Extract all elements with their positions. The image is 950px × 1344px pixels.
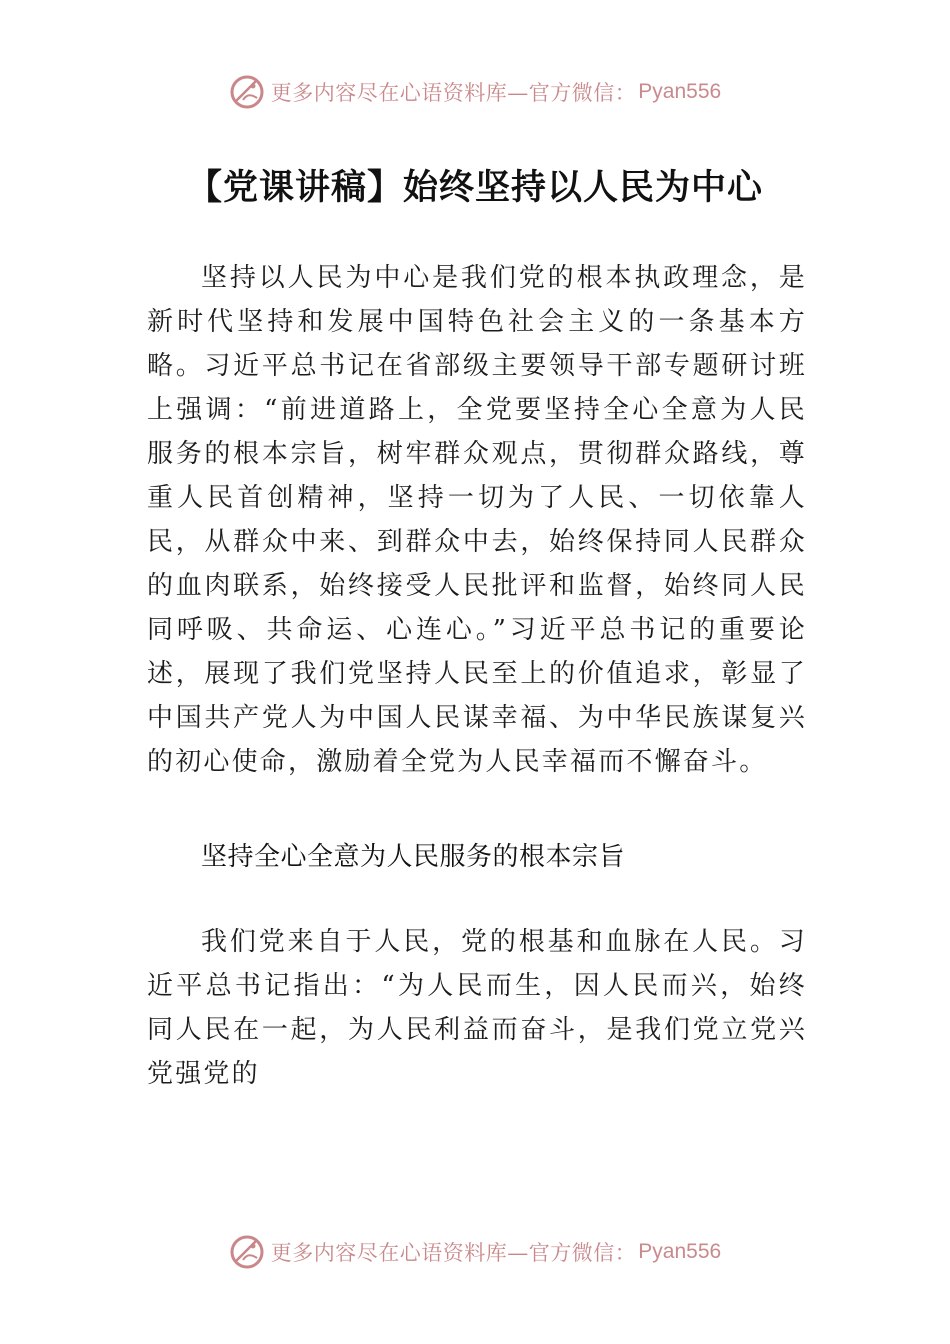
watermark-wechat-id: Pyan556 bbox=[638, 1240, 722, 1263]
document-title: 【党课讲稿】始终坚持以人民为中心 bbox=[186, 168, 763, 208]
section-heading: 坚持全心全意为人民服务的根本宗旨 bbox=[201, 842, 626, 872]
header-watermark bbox=[0, 72, 950, 112]
logo-icon bbox=[229, 74, 265, 110]
watermark-wechat-id: Pyan556 bbox=[638, 80, 722, 103]
footer-watermark bbox=[0, 1232, 950, 1272]
paragraph-intro: 坚持以人民为中心是我们党的根本执政理念，是新时代坚持和发展中国特色社会主义的一条基本方略。习近平总书记在省部级主要领导干部专题研讨班上强调：“前进道路上，全党要坚持全心全意为人民服务的根本宗旨，树牢群众观点，贯彻群众路线，尊重人民首创精神，坚持一切为了人民、一切依靠人民，从群众中来、到群众中去，始终保持同人民群众的血肉联系，始终接受人民批评和监督，始终同人民同呼吸、共命运、心连心。”习近平总书记的重要论述，展现了我们党坚持人民至上的价值追求，彰显了中国共产党人为中国人民谋幸福、为中华民族谋复兴的初心使命，激励着全党为人民幸福而不懈奋斗。 bbox=[147, 263, 807, 777]
paragraph-section-1: 我们党来自于人民，党的根基和血脉在人民。习近平总书记指出：“为人民而生，因人民而兴，始终同人民在一起，为人民利益而奋斗，是我们党立党兴党强党的 bbox=[147, 927, 807, 1089]
watermark-text: 更多内容尽在心语资料库—官方微信： bbox=[270, 1241, 637, 1265]
watermark-text: 更多内容尽在心语资料库—官方微信： bbox=[270, 81, 637, 105]
logo-icon bbox=[229, 1234, 265, 1270]
